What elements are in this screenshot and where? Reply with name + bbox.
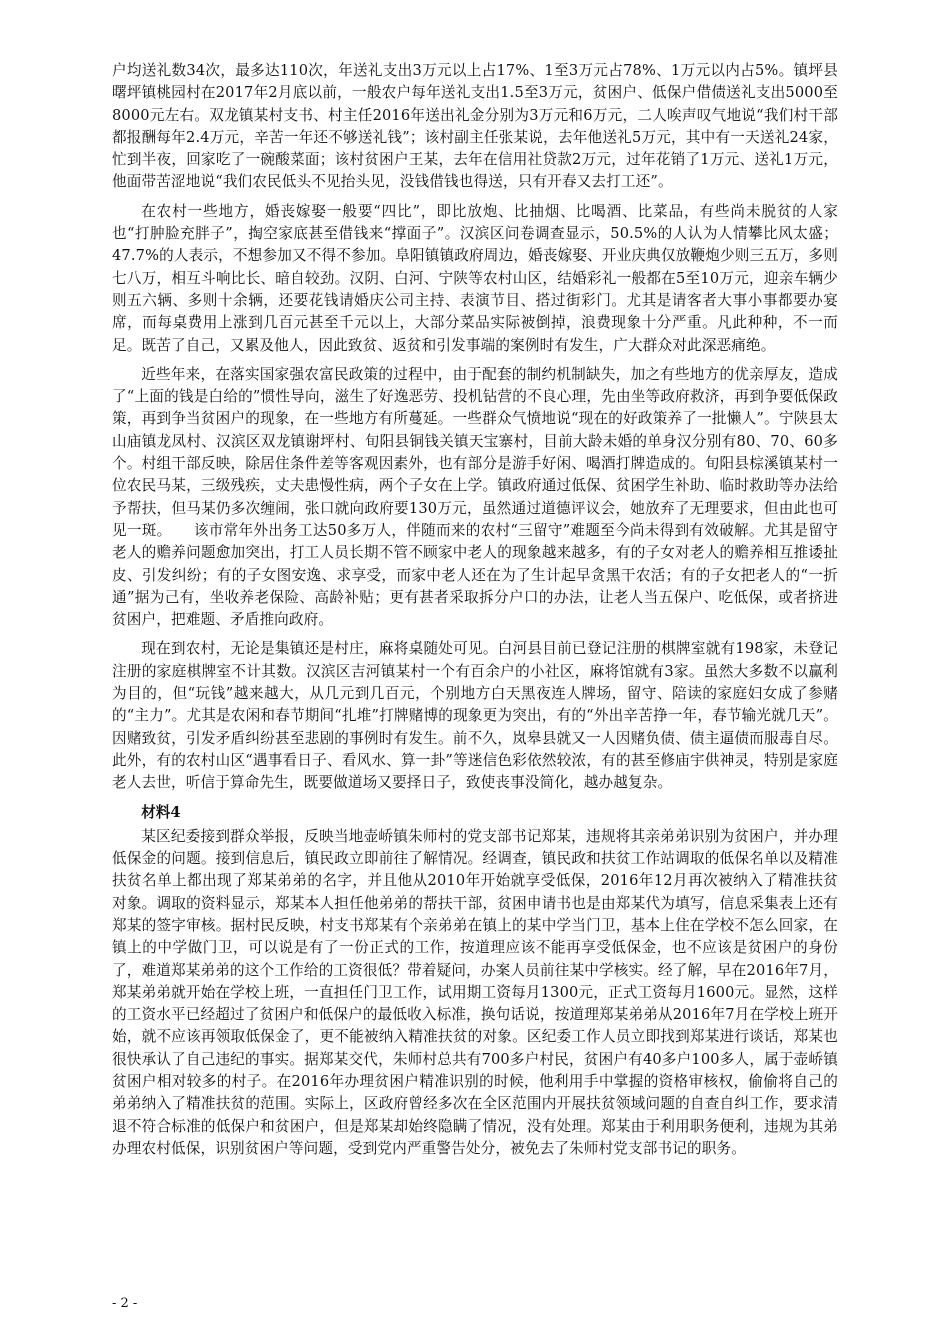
- paragraph-material-4: 某区纪委接到群众举报，反映当地壶峤镇朱师村的党支部书记郑某，违规将其亲弟弟识别为贫困户，并办理低保金的问题。接到信息后，镇民政立即前往了解情况。经调查，镇民政和扶贫工作站调取的低保名单以及精准扶贫名单上都出现了郑某弟弟的名字，并且他从2010年开始就享受低保，2016年12月再次被纳入了精准扶贫对象。调取的资料显示，郑某本人担任他弟弟的帮扶干部，贫困申请书也是由郑某代为填写，信息采集表上还有郑某的签字审核。据村民反映，村支书郑某有个亲弟弟在镇上的某中学当门卫，基本上住在学校不怎么回家，在镇上的中学做门卫，可以说是有了一份正式的工作，按道理应该不能再享受低保金，也不应该是贫困户的身份了，难道郑某弟弟的这个工作给的工资很低？带着疑问，办案人员前往某中学核实。经了解，早在2016年7月，郑某弟弟就开始在学校上班，一直担任门卫工作，试用期工资每月1300元，正式工资每月1600元。显然，这样的工资水平已经超过了贫困户和低保户的最低收入标准，换句话说，按道理郑某弟弟从2016年7月在学校上班开始，就不应该再领取低保金了，更不能被纳入精准扶贫的对象。区纪委工作人员立即找到郑某进行谈话，郑某也很快承认了自己违纪的事实。据郑某交代，朱师村总共有700多户村民，贫困户有40多户100多人，属于壶峤镇贫困户相对较多的村子。在2016年办理贫困户精准识别的时候，他利用手中掌握的资格审核权，偷偷将自己的弟弟纳入了精准扶贫的范围。实际上，区政府曾经多次在全区范围内开展扶贫领域问题的自查自纠工作，要求清退不符合标准的低保户和贫困户，但是郑某却始终隐瞒了情况，没有处理。郑某由于利用职务便利，违规为其弟办理农村低保，识别贫困户等问题，受到党内严重警告处分，被免去了朱师村党支部书记的职务。: [112, 827, 838, 1157]
- material-4-heading: 材料4: [141, 803, 181, 821]
- paragraph-wedding-comparison: 在农村一些地方，婚丧嫁娶一般要“四比”，即比放炮、比抽烟、比喝酒、比菜品，有些尚未脱贫的人家也“打肿脸充胖子”，掏空家底甚至借钱来“撑面子”。汉滨区问卷调查显示，50.5%的人认为人情攀比风太盛；47.7%的人表示，不想参加又不得不参加。阜阳镇镇政府周边，婚丧嫁娶、开业庆典仅放鞭炮少则三五万，多则七八万，相互斗响比长、暗自较劲。汉阴、白河、宁陕等农村山区，结婚彩礼一般都在5至10万元，迎亲车辆少则五六辆、多则十余辆，还要花钱请婚庆公司主持、表演节目、搭过街彩门。尤其是请客者大事小事都要办宴席，而每桌费用上涨到几百元甚至千元以上，大部分菜品实际被倒掉，浪费现象十分严重。凡此种种，不一而足。既苦了自己，又累及他人，因此致贫、返贫和引发事端的案例时有发生，广大群众对此深恶痛绝。: [112, 202, 838, 354]
- paragraph-welfare-dependence: 近些年来，在落实国家强农富民政策的过程中，由于配套的制约机制缺失，加之有些地方的优亲厚友，造成了“上面的钱是白给的”惯性导向，滋生了好逸恶劳、投机钻营的不良心理，先由坐等政府救济，再到争要低保政策，再到争当贫困户的现象，在一些地方有所蔓延。一些群众气愤地说“现在的好政策养了一批懒人”。宁陕县太山庙镇龙凤村、汉滨区双龙镇谢坪村、旬阳县铜钱关镇天宝寨村，目前大龄未婚的单身汉分别有80、70、60多个。村组干部反映，除居住条件差等客观因素外，也有部分是游手好闲、喝酒打牌造成的。旬阳县棕溪镇某村一位农民马某，三级残疾，丈夫患慢性病，两个子女在上学。镇政府通过低保、贫困学生补助、临时救助等办法给予帮扶，但马某仍多次缠闹，张口就向政府要130万元，虽然通过道德评议会，她放弃了无理要求，但由此也可见一斑。 该市常年外出务工达50多万人，伴随而来的农村“三留守”难题至今尚未得到有效破解。尤其是留守老人的赡养问题愈加突出，打工人员长期不管不顾家中老人的现象越来越多，有的子女对老人的赡养相互推诿扯皮、引发纠纷；有的子女图安逸、求享受，而家中老人还在为了生计起早贪黑干农活；有的子女把老人的“一折通”据为己有，坐收养老保险、高龄补贴；更有甚者采取拆分户口的办法，让老人当五保户、吃低保，或者挤进贫困户，把难题、矛盾推向政府。: [112, 365, 838, 629]
- page-number: - 2 -: [112, 1296, 138, 1311]
- paragraph-gambling-superstition: 现在到农村，无论是集镇还是村庄，麻将桌随处可见。白河县目前已登记注册的棋牌室就有198家，未登记注册的家庭棋牌室不计其数。汉滨区吉河镇某村一个有百余户的小社区，麻将馆就有3家。虽然大多数不以赢利为目的，但“玩钱”越来越大，从几元到几百元，个别地方白天黑夜连人牌场，留守、陪读的家庭妇女成了参赌的“主力”。尤其是农闲和春节期间“扎堆”打牌赌博的现象更为突出，有的“外出辛苦挣一年，春节输光就几天”。因赌致贫，引发矛盾纠纷甚至悲剧的事例时有发生。前不久，岚皋县就又一人因赌负债、债主逼债而服毒自尽。此外，有的农村山区“遇事看日子、看风水、算一卦”等迷信色彩依然较浓，有的甚至修庙宇供神灵，特别是家庭老人去世，听信于算命先生，既要做道场又要择日子，致使丧事没简化，越办越复杂。: [112, 640, 838, 792]
- paragraph-gift-spending: 户均送礼数34次，最多达110次，年送礼支出3万元以上占17%、1至3万元占78%、1万元以内占5%。镇坪县曙坪镇桃园村在2017年2月底以前，一般农户每年送礼支出1.5至3万元，贫困户、低保户借债送礼支出5000至8000元左右。双龙镇某村支书、村主任2016年送出礼金分别为3万元和6万元，二人唉声叹气地说“我们村干部都报酬每年2.4万元，辛苦一年还不够送礼钱”；该村副主任张某说，去年他送礼5万元，其中有一天送礼24家，忙到半夜，回家吃了一碗酸菜面；该村贫困户王某，去年在信用社贷款2万元，过年花销了1万元、送礼1万元，他面带苦涩地说“我们农民低头不见抬头见，没钱借钱也得送，只有开春又去打工还”。: [112, 62, 838, 191]
